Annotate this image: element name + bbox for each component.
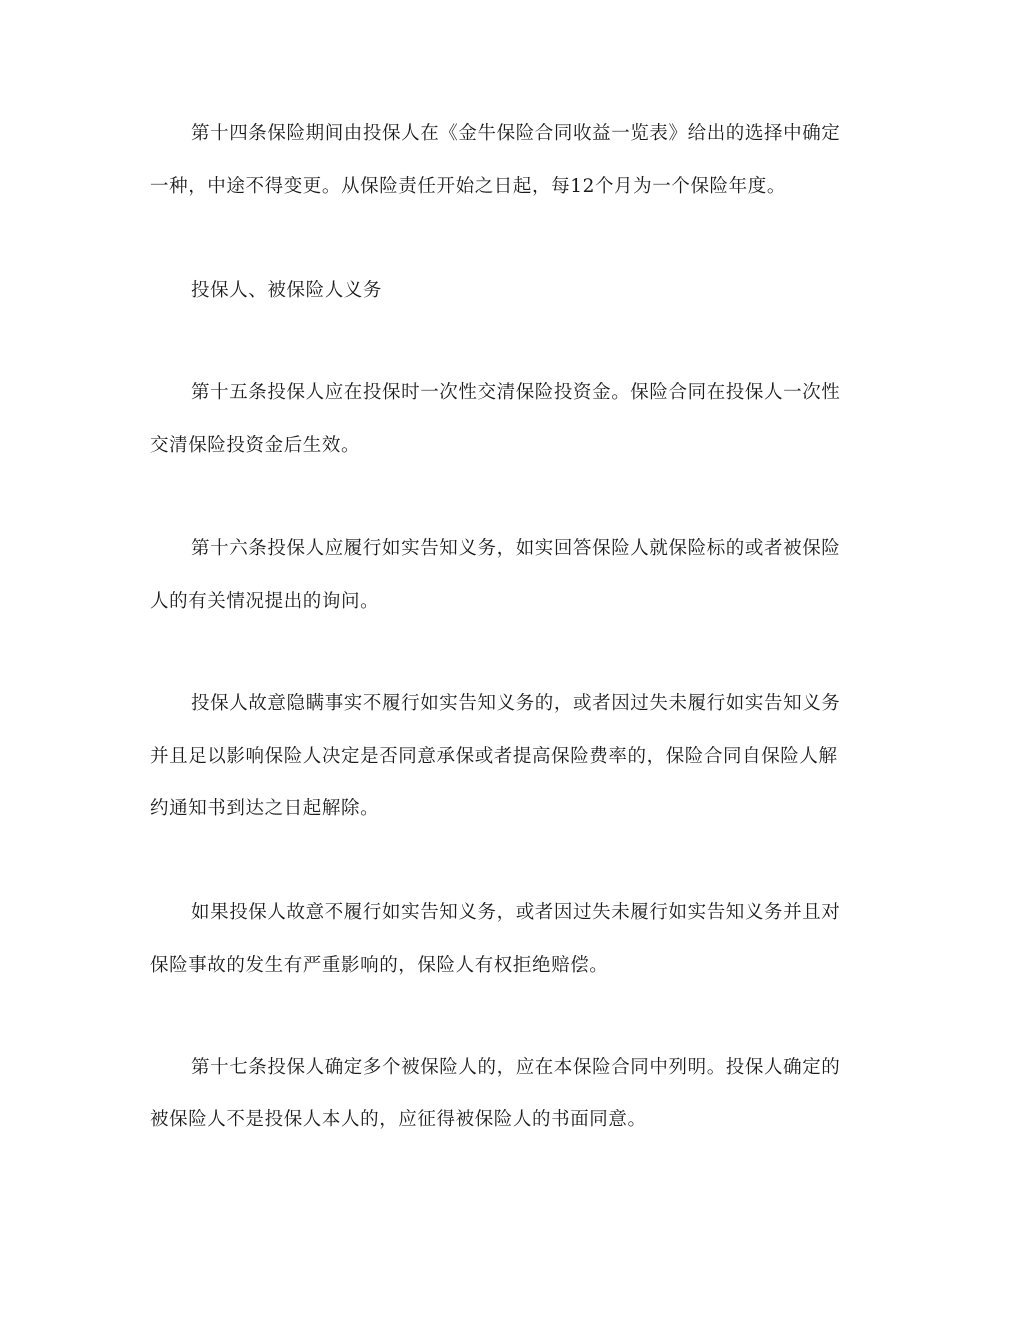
paragraph-3-line-2: 交清保险投资金后生效。 xyxy=(150,435,361,456)
paragraph-5-line-1: 投保人故意隐瞒事实不履行如实告知义务的，或者因过失未履行如实告知义务 xyxy=(191,693,841,714)
paragraph-6-line-2: 保险事故的发生有严重影响的，保险人有权拒绝赔偿。 xyxy=(150,955,609,976)
section-heading: 投保人、被保险人义务 xyxy=(191,280,383,301)
paragraph-5-line-3: 约通知书到达之日起解除。 xyxy=(150,798,380,819)
paragraph-3-line-1: 第十五条投保人应在投保时一次性交清保险投资金。保险合同在投保人一次性 xyxy=(191,382,841,403)
paragraph-4-line-1: 第十六条投保人应履行如实告知义务，如实回答保险人就保险标的或者被保险 xyxy=(191,538,841,559)
paragraph-1-line-1: 第十四条保险期间由投保人在《金牛保险合同收益一览表》给出的选择中确定 xyxy=(191,123,841,144)
paragraph-7-line-2: 被保险人不是投保人本人的，应征得被保险人的书面同意。 xyxy=(150,1109,647,1130)
paragraph-5-line-2: 并且足以影响保险人决定是否同意承保或者提高保险费率的，保险合同自保险人解 xyxy=(150,746,838,767)
paragraph-4-line-2: 人的有关情况提出的询问。 xyxy=(150,591,380,612)
paragraph-7-line-1: 第十七条投保人确定多个被保险人的，应在本保险合同中列明。投保人确定的 xyxy=(191,1057,841,1078)
paragraph-1-line-2: 一种，中途不得变更。从保险责任开始之日起，每12个月为一个保险年度。 xyxy=(150,176,786,197)
paragraph-6-line-1: 如果投保人故意不履行如实告知义务，或者因过失未履行如实告知义务并且对 xyxy=(191,902,841,923)
